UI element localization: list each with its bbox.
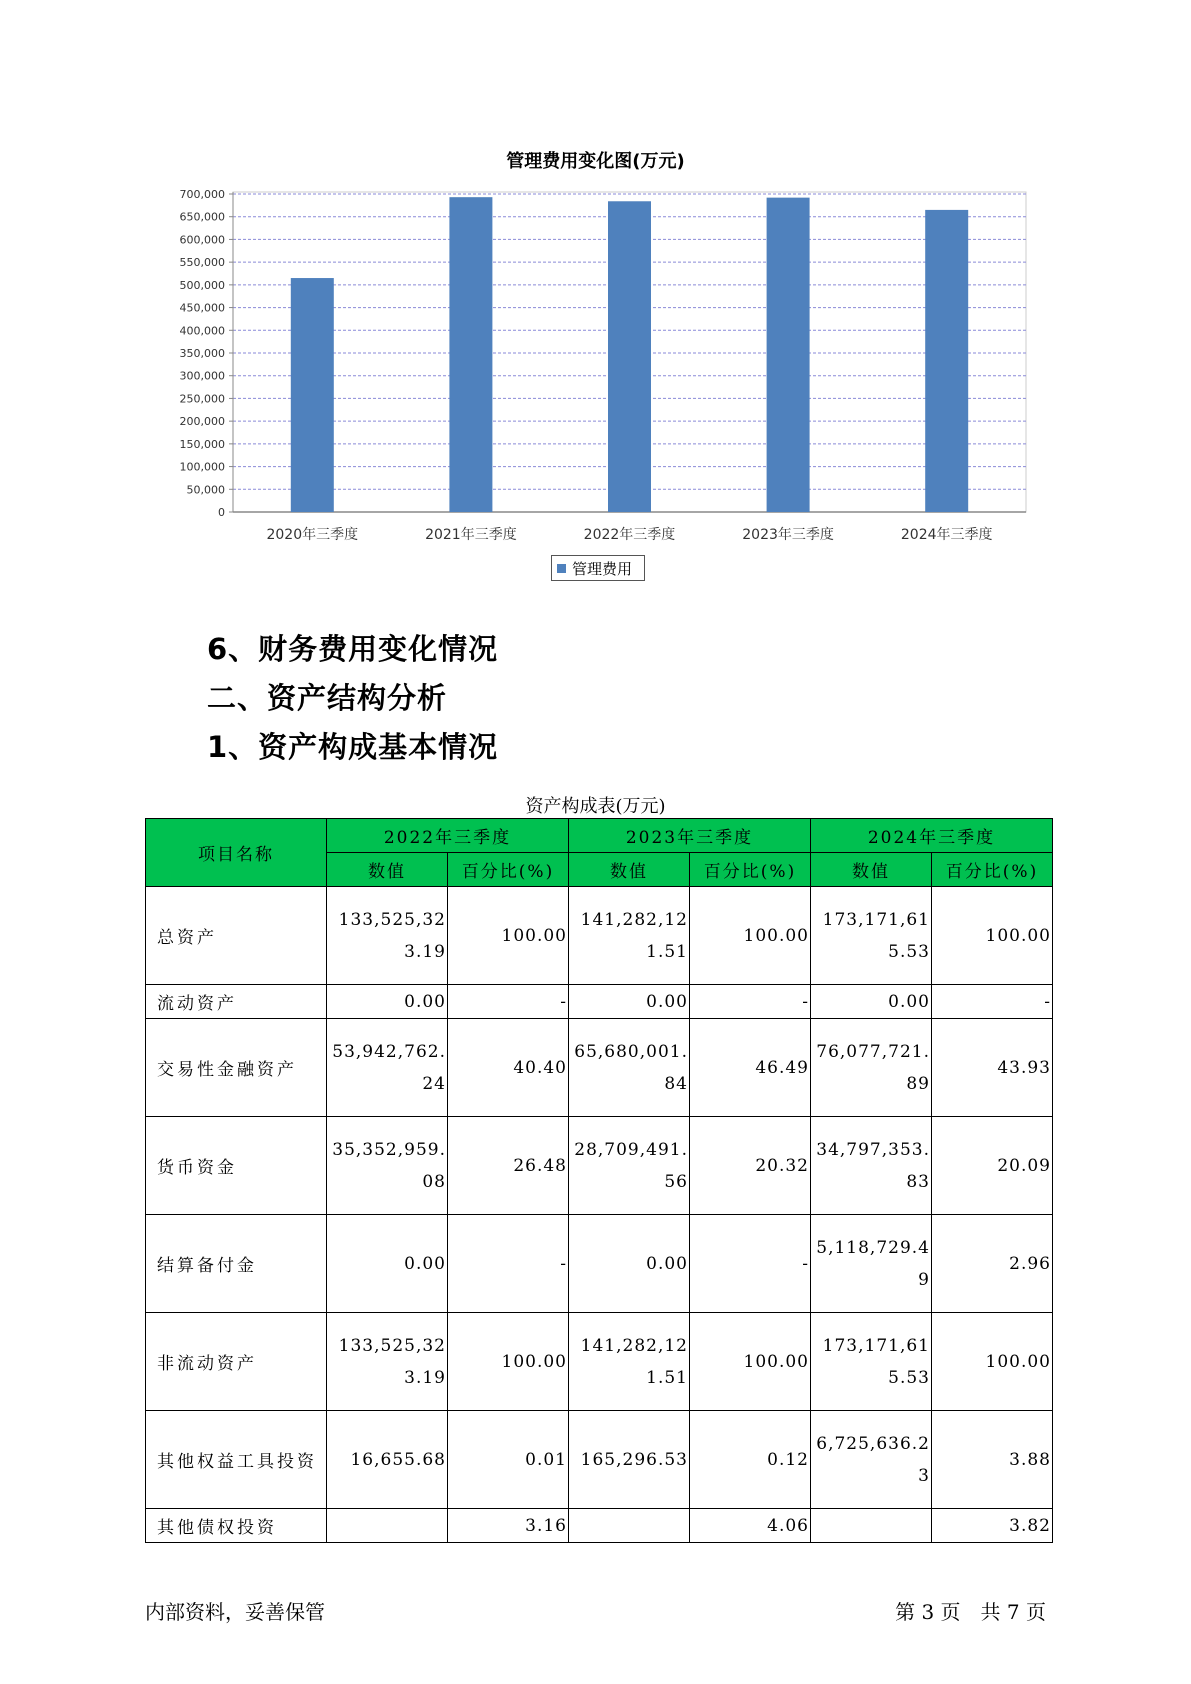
header-item-name: 项目名称	[146, 819, 327, 887]
value-cell: 28,709,491.56	[569, 1117, 690, 1215]
percent-cell: 4.06	[690, 1509, 811, 1543]
value-cell: 173,171,615.53	[811, 887, 932, 985]
table-row	[146, 1019, 1053, 1117]
percent-cell: -	[448, 1215, 569, 1313]
y-tick-label: 250,000	[179, 392, 225, 406]
percent-cell: -	[932, 985, 1053, 1019]
percent-cell: 3.88	[932, 1411, 1053, 1509]
table-row	[146, 1509, 1053, 1543]
y-tick-label: 100,000	[179, 460, 225, 474]
table-row	[146, 1117, 1053, 1215]
value-cell: 5,118,729.49	[811, 1215, 932, 1313]
header-percent: 百分比(%)	[448, 853, 569, 887]
value-cell: 16,655.68	[327, 1411, 448, 1509]
row-label: 非流动资产	[146, 1313, 327, 1411]
header-period: 2024年三季度	[811, 819, 1053, 853]
value-cell	[569, 1509, 690, 1543]
y-tick-label: 650,000	[179, 210, 225, 224]
value-cell: 133,525,323.19	[327, 1313, 448, 1411]
y-tick-label: 300,000	[179, 369, 225, 383]
percent-cell: 100.00	[690, 1313, 811, 1411]
value-cell: 6,725,636.23	[811, 1411, 932, 1509]
y-tick-label: 200,000	[179, 415, 225, 429]
x-tick-label: 2024年三季度	[900, 527, 993, 543]
value-cell	[327, 1509, 448, 1543]
header-period: 2022年三季度	[327, 819, 569, 853]
percent-cell: 2.96	[932, 1215, 1053, 1313]
percent-cell: 20.09	[932, 1117, 1053, 1215]
bar	[291, 278, 334, 512]
header-value: 数值	[327, 853, 448, 887]
value-cell: 0.00	[327, 985, 448, 1019]
header-value: 数值	[811, 853, 932, 887]
y-tick-label: 400,000	[179, 324, 225, 338]
value-cell: 133,525,323.19	[327, 887, 448, 985]
table-row	[146, 985, 1053, 1019]
row-label: 总资产	[146, 887, 327, 985]
y-tick-label: 0	[218, 506, 225, 519]
value-cell: 0.00	[327, 1215, 448, 1313]
bar	[449, 197, 492, 512]
percent-cell: 100.00	[448, 1313, 569, 1411]
value-cell: 0.00	[811, 985, 932, 1019]
percent-cell: 100.00	[690, 887, 811, 985]
heading-finance-cost: 6、财务费用变化情况	[207, 632, 499, 666]
header-period: 2023年三季度	[569, 819, 811, 853]
y-tick-label: 500,000	[179, 278, 225, 292]
table-row	[146, 887, 1053, 985]
percent-cell: 100.00	[932, 1313, 1053, 1411]
chart-legend	[551, 555, 645, 581]
percent-cell: 26.48	[448, 1117, 569, 1215]
percent-cell: 40.40	[448, 1019, 569, 1117]
bar	[925, 210, 968, 512]
y-tick-label: 50,000	[186, 483, 225, 497]
legend-swatch	[557, 564, 566, 573]
percent-cell: 3.82	[932, 1509, 1053, 1543]
chart-title: 管理费用变化图(万元)	[506, 151, 685, 172]
y-tick-label: 700,000	[179, 188, 225, 201]
y-tick-label: 450,000	[179, 301, 225, 315]
value-cell: 34,797,353.83	[811, 1117, 932, 1215]
bar-chart	[0, 0, 1191, 560]
row-label: 流动资产	[146, 985, 327, 1019]
value-cell	[811, 1509, 932, 1543]
x-tick-label: 2022年三季度	[583, 527, 676, 543]
percent-cell: 100.00	[448, 887, 569, 985]
percent-cell: 20.32	[690, 1117, 811, 1215]
footer-confidential: 内部资料，妥善保管	[145, 1600, 325, 1624]
table-row	[146, 1215, 1053, 1313]
heading-asset-structure: 二、资产结构分析	[207, 681, 448, 715]
asset-composition-table	[145, 818, 1053, 1543]
y-tick-label: 550,000	[179, 256, 225, 270]
value-cell: 65,680,001.84	[569, 1019, 690, 1117]
heading-asset-composition: 1、资产构成基本情况	[207, 730, 499, 764]
percent-cell: 3.16	[448, 1509, 569, 1543]
percent-cell: -	[690, 985, 811, 1019]
y-tick-label: 600,000	[179, 233, 225, 247]
y-tick-label: 150,000	[179, 437, 225, 451]
table-caption: 资产构成表(万元)	[525, 796, 666, 817]
header-percent: 百分比(%)	[932, 853, 1053, 887]
percent-cell: 0.01	[448, 1411, 569, 1509]
value-cell: 76,077,721.89	[811, 1019, 932, 1117]
value-cell: 35,352,959.08	[327, 1117, 448, 1215]
bar	[767, 198, 810, 512]
percent-cell: 43.93	[932, 1019, 1053, 1117]
table-row	[146, 1313, 1053, 1411]
legend-label: 管理费用	[572, 559, 633, 578]
value-cell: 173,171,615.53	[811, 1313, 932, 1411]
percent-cell: -	[690, 1215, 811, 1313]
value-cell: 0.00	[569, 985, 690, 1019]
row-label: 结算备付金	[146, 1215, 327, 1313]
bar	[608, 201, 651, 512]
footer-page-number: 第 3 页 共 7 页	[895, 1600, 1046, 1624]
value-cell: 141,282,121.51	[569, 1313, 690, 1411]
row-label: 货币资金	[146, 1117, 327, 1215]
row-label: 其他债权投资	[146, 1509, 327, 1543]
row-label: 交易性金融资产	[146, 1019, 327, 1117]
percent-cell: -	[448, 985, 569, 1019]
x-tick-label: 2020年三季度	[266, 527, 359, 543]
value-cell: 0.00	[569, 1215, 690, 1313]
percent-cell: 100.00	[932, 887, 1053, 985]
value-cell: 53,942,762.24	[327, 1019, 448, 1117]
row-label: 其他权益工具投资	[146, 1411, 327, 1509]
x-tick-label: 2021年三季度	[425, 527, 517, 543]
x-tick-label: 2023年三季度	[742, 527, 834, 543]
value-cell: 141,282,121.51	[569, 887, 690, 985]
y-tick-label: 350,000	[179, 347, 225, 360]
percent-cell: 0.12	[690, 1411, 811, 1509]
header-value: 数值	[569, 853, 690, 887]
header-percent: 百分比(%)	[690, 853, 811, 887]
percent-cell: 46.49	[690, 1019, 811, 1117]
table-row	[146, 1411, 1053, 1509]
value-cell: 165,296.53	[569, 1411, 690, 1509]
